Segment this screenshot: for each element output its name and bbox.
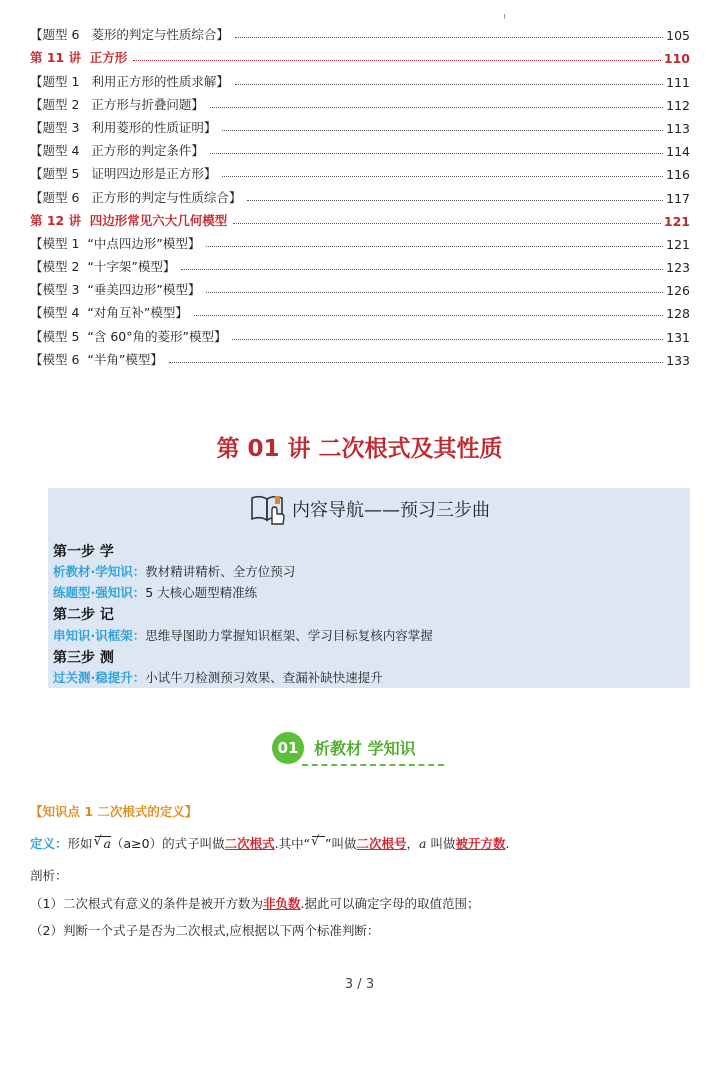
book-hand-icon — [248, 492, 288, 526]
toc-row[interactable] — [30, 159, 690, 182]
toc-leader-dots — [133, 60, 661, 61]
toc-leader-dots — [194, 315, 663, 316]
toc-page-number: 131 — [666, 329, 690, 345]
toc-row[interactable] — [30, 66, 690, 89]
definition-text: 叫做 — [426, 836, 456, 851]
toc-page-number: 116 — [666, 167, 690, 183]
toc-leader-dots — [206, 246, 663, 247]
toc-lecture-row[interactable] — [30, 206, 690, 229]
variable-a: a — [419, 836, 427, 851]
toc-label: 【模型 4 “对角互补”模型】 — [30, 305, 188, 321]
point1-text: （1）二次根式有意义的条件是被开方数为 — [30, 896, 263, 911]
step2-text: 思维导图助力掌握知识框架、学习目标复核内容掌握 — [145, 628, 433, 643]
toc-leader-dots — [210, 107, 663, 108]
step2-tag: 串知识·识框架： — [53, 628, 146, 643]
toc-page-number: 121 — [663, 213, 690, 229]
toc-page-number: 123 — [666, 260, 690, 276]
definition-line — [30, 834, 509, 852]
toc-page-number: 133 — [666, 352, 690, 368]
toc-leader-dots — [247, 200, 663, 201]
term-quadratic-radical: 二次根式 — [224, 836, 275, 851]
toc-row[interactable] — [30, 90, 690, 113]
toc-leader-dots — [233, 223, 661, 224]
step1-b-tag: 练题型·强知识： — [53, 585, 146, 600]
analysis-label: 剖析： — [30, 868, 68, 883]
toc-row[interactable] — [30, 20, 690, 43]
definition-text: 形如 — [67, 836, 93, 851]
page-number: 3 / 3 — [344, 977, 375, 992]
toc-page-number: 126 — [666, 283, 690, 299]
toc-page-number: 112 — [666, 97, 690, 113]
toc-page-number: 105 — [666, 28, 690, 44]
term-non-negative: 非负数 — [262, 896, 301, 911]
toc-leader-dots — [222, 130, 663, 131]
toc-label: 【题型 1 利用正方形的性质求解】 — [30, 73, 229, 89]
toc-label: 【题型 2 正方形与折叠问题】 — [30, 96, 204, 112]
analysis-point-2: （2）判断一个式子是否为二次根式,应根据以下两个标准判断： — [30, 923, 380, 938]
definition-text: （a≥0）的式子叫做 — [110, 836, 225, 851]
toc-row[interactable] — [30, 321, 690, 344]
point1-text: .据此可以确定字母的取值范围； — [300, 896, 480, 911]
toc-page-number: 111 — [666, 74, 690, 90]
step3-title: 第三步 测 — [53, 650, 114, 666]
scan-mark — [504, 14, 505, 19]
table-of-contents — [30, 20, 690, 368]
toc-page-number: 121 — [666, 236, 690, 252]
toc-lecture-row[interactable] — [30, 43, 690, 66]
toc-label: 【模型 1 “中点四边形”模型】 — [30, 235, 201, 251]
toc-label: 【题型 6 正方形的判定与性质综合】 — [30, 189, 242, 205]
knowledge-point-title: 【知识点 1 二次根式的定义】 — [30, 804, 198, 819]
toc-row[interactable] — [30, 182, 690, 205]
toc-label: 【题型 6 菱形的判定与性质综合】 — [30, 27, 229, 43]
nav-title: 内容导航——预习三步曲 — [292, 500, 490, 521]
section-number: 01 — [272, 732, 304, 764]
toc-label: 第 11 讲 正方形 — [30, 50, 128, 66]
toc-page-number: 114 — [666, 144, 690, 160]
analysis-point-1 — [30, 894, 479, 912]
term-radicand: 被开方数 — [455, 836, 506, 851]
toc-leader-dots — [235, 37, 663, 38]
toc-page-number: 128 — [666, 306, 690, 322]
toc-leader-dots — [169, 362, 663, 363]
toc-label: 【模型 3 “垂美四边形”模型】 — [30, 282, 201, 298]
content-navigation-box — [48, 488, 690, 688]
definition-label: 定义： — [30, 836, 68, 851]
sqrt-expression — [95, 836, 111, 850]
toc-row[interactable] — [30, 136, 690, 159]
step1-a-text: 教材精讲精析、全方位预习 — [145, 564, 296, 579]
section-underline — [302, 764, 444, 766]
toc-label: 【题型 5 证明四边形是正方形】 — [30, 166, 217, 182]
toc-row[interactable] — [30, 113, 690, 136]
toc-page-number: 117 — [666, 190, 690, 206]
toc-label: 【模型 5 “含 60°角的菱形”模型】 — [30, 328, 227, 344]
toc-label: 【题型 3 利用菱形的性质证明】 — [30, 119, 217, 135]
toc-leader-dots — [222, 176, 663, 177]
definition-text: .其中“ — [274, 836, 311, 851]
section-badge — [272, 732, 442, 764]
toc-leader-dots — [181, 269, 663, 270]
definition-text: ”叫做 — [325, 836, 357, 851]
toc-page-number: 110 — [663, 51, 690, 67]
step1-title: 第一步 学 — [53, 544, 114, 560]
toc-label: 【题型 4 正方形的判定条件】 — [30, 143, 204, 159]
step3-tag: 过关测·稳提升： — [53, 670, 146, 685]
lesson-title: 第 01 讲 二次根式及其性质 — [216, 436, 503, 462]
toc-row[interactable] — [30, 275, 690, 298]
toc-leader-dots — [235, 84, 663, 85]
toc-label: 【模型 2 “十字架”模型】 — [30, 259, 176, 275]
toc-row[interactable] — [30, 298, 690, 321]
step2-line — [53, 626, 433, 644]
sqrt-radicand: a — [103, 836, 111, 851]
toc-row[interactable] — [30, 345, 690, 368]
step1-a-tag: 析教材·学知识： — [53, 564, 146, 579]
step1-line-b — [53, 583, 257, 601]
radical-sign-icon — [312, 836, 325, 850]
toc-leader-dots — [210, 153, 663, 154]
nav-header — [48, 488, 690, 530]
toc-row[interactable] — [30, 229, 690, 252]
term-radical-sign: 二次根号 — [356, 836, 407, 851]
step3-text: 小试牛刀检测预习效果、查漏补缺快速提升 — [145, 670, 383, 685]
step1-line-a — [53, 562, 295, 580]
step3-line — [53, 668, 383, 686]
toc-leader-dots — [232, 339, 663, 340]
toc-leader-dots — [206, 292, 663, 293]
step1-b-text: 5 大核心题型精准练 — [145, 585, 258, 600]
definition-text: ， — [406, 836, 420, 851]
section-title: 析教材 学知识 — [314, 739, 416, 758]
toc-page-number: 113 — [666, 120, 690, 136]
definition-text: . — [505, 836, 510, 851]
step2-title: 第二步 记 — [53, 607, 114, 623]
toc-label: 第 12 讲 四边形常见六大几何模型 — [30, 212, 228, 228]
toc-row[interactable] — [30, 252, 690, 275]
toc-label: 【模型 6 “半角”模型】 — [30, 351, 163, 367]
